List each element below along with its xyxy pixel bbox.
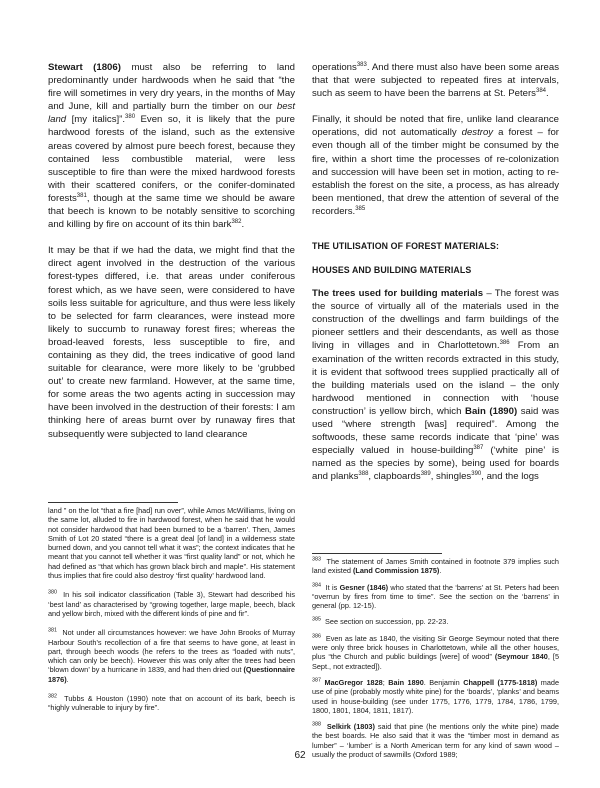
section-heading: THE UTILISATION OF FOREST MATERIALS:: [312, 241, 500, 252]
right-column: [312, 61, 559, 483]
footnote-387: $^{387}$ MacGregor 1828; Bain 1890. Benjamin Chappell (1775-1818) made use of pine (probably mostly white pine) for the ‘boards’, ‘planks’ and beams used in house-building (see under 1775, 1776, 1779, 1784, 1786, 1799, 1800, 1801, 1804, 1811, 1817).: [312, 677, 559, 715]
left-column: [48, 61, 295, 441]
footnote-379-continuation: land ” on the lot “that a fire [had] run over”, while Amos McWilliams, living on the same lot, alluded to fire in hardwood forest, when he said that he would not consider hardwood that had been burned to be a ‘barren’. Then, James Smith of Lot 20 stated “there is a great deal [of land] in a wilderness state burned down, and you cannot tell what it was”; the context indicates that he meant that you cannot tell whether it was “first quality land” or not, which he had defined as “that which has grown black birch and maple”. His statement thus implies that fire could also destroy ‘first quality’ hardwood land.: [48, 506, 295, 581]
right-paragraph-2: Finally, it should be noted that fire, unlike land clearance operations, did not automatically destroy a forest – for even though all of the timber might be consumed by the fire, within a short time the processes of re-colonization and succession will have been set in motion, acting to re-establish the forest on the site, a process, as has already been mentioned, that drew the attention of several of the recorders.$^{385}$: [312, 114, 559, 217]
footnote-divider: [312, 553, 442, 554]
footnote-386: $^{386}$ Even as late as 1840, the visiting Sir George Seymour noted that there were only three brick houses in Charlottetown, while all the other houses, plus “the Church and public buildings [were] of wood” (Seymour 1840, [5 Sept., not extracted]).: [312, 633, 559, 671]
footnote-385: $^{385}$ See section on succession, pp. 22-23.: [312, 617, 449, 627]
right-paragraph-1: operations$^{383}$. And there must also have been some areas that that were subjected to repeated fires at intervals, such as seem to have been the barrens at St. Peters$^{384}$.: [312, 61, 559, 100]
footnote-381: $^{381}$ Not under all circumstances however: we have John Brooks of Murray Harbour South’s recollection of a fire that seems to have gone, at least in part, through beech woods (he refers to the trees as “loaded with nuts”, which can only be beech). However this was only after the trees had been ‘blown down’ by a hurricane in 1839, and had then dried out (Questionnaire 1876).: [48, 627, 295, 684]
page-number: 62: [294, 750, 306, 761]
footnote-383: $^{383}$ The statement of James Smith contained in footnote 379 implies such land existed (Land Commission 1875).: [312, 556, 559, 576]
right-footnotes: [312, 553, 559, 759]
left-paragraph-1: Stewart (1806) must also be referring to land predominantly under hardwoods when he said that “the fire will sometimes in very dry years, in the months of May and June, kill and partially burn the timber on our best land [my italics]”.$^{380}$ Even so, it is likely that the pure hardwood forests of the island, such as the extensive areas covered by almost pure beech forest, because they contained less combustible material, were less susceptible to fire than were the mixed hardwood forests with their scattered conifers, or the conifer-dominated forests$^{381}$, though at the same time we should be aware that beech is known to be notably sensitive to scorching and killing by fire on account of its thin bark$^{382}$.: [48, 62, 295, 231]
footnote-divider: [48, 502, 178, 503]
left-paragraph-2: It may be that if we had the data, we might find that the direct agent involved in the destruction of the various forest-types differed, i.e. that areas under coniferous forest which, as we have seen, were considered to have soils less suitable for agriculture, and thus were less likely to be selected for farm clearances, were instead more likely to succumb to runaway forest fires; whereas the broad-leaved forests, less susceptible to fire, and containing as they did, the trees indicative of good land suitable for clearance, were more likely to be ‘grubbed out’ to create new farmland. However, at the same time, for some areas the two agents acting in succession may have been involved in the destruction of their forests: I am thinking here of areas burnt over by runaway fires that subsequently were subjected to land clearance: [48, 245, 295, 440]
left-footnotes: [48, 502, 295, 713]
footnote-384: $^{384}$ It is Gesner (1846) who stated that the ‘barrens’ at St. Peters had been “overrun by fires from time to time”. See the section on the ‘barrens’ in general (pp. 12-15).: [312, 582, 559, 611]
right-paragraph-3: The trees used for building materials – The forest was the source of virtually all of the materials used in the construction of the dwellings and farm buildings of the pioneer settlers and their descendants, as well as those living in villages and in Charlottetown.$^{386}$ From an examination of the written records extracted in this study, it is evident that softwood trees supplied practically all of the building materials used on the island – the only hardwood mentioned in connection with ‘house construction’ is yellow birch, which Bain (1890) said was used “where strength [was] required”. Among the softwoods, these same records indicate that ‘pine’ was especially valued in house-building$^{387}$ (‘white pine’ is named as the species by some), being used for boards and planks$^{388}$, clapboards$^{389}$, shingles$^{390}$, and the logs: [312, 288, 560, 483]
footnote-382: $^{382}$ Tubbs & Houston (1990) note that on account of its bark, beech is “highly vulnerable to injury by fire”.: [48, 693, 295, 713]
footnote-388: $^{388}$ Selkirk (1803) said that pine (he mentions only the white pine) made the best boards. He also said that it was the “timber most in demand as lumber” – ‘lumber’ is a North American term for any kind of sawn wood – usually the product of sawmills (Oxford 1989;: [312, 721, 559, 760]
subsection-heading: HOUSES AND BUILDING MATERIALS: [312, 265, 472, 276]
footnote-380: $^{380}$ In his soil indicator classification (Table 3), Stewart had described his ‘best land’ as characterised by “growing together, large maple, beech, black and yellow birch, mixed with the different kinds of pine and fir”.: [48, 589, 295, 618]
